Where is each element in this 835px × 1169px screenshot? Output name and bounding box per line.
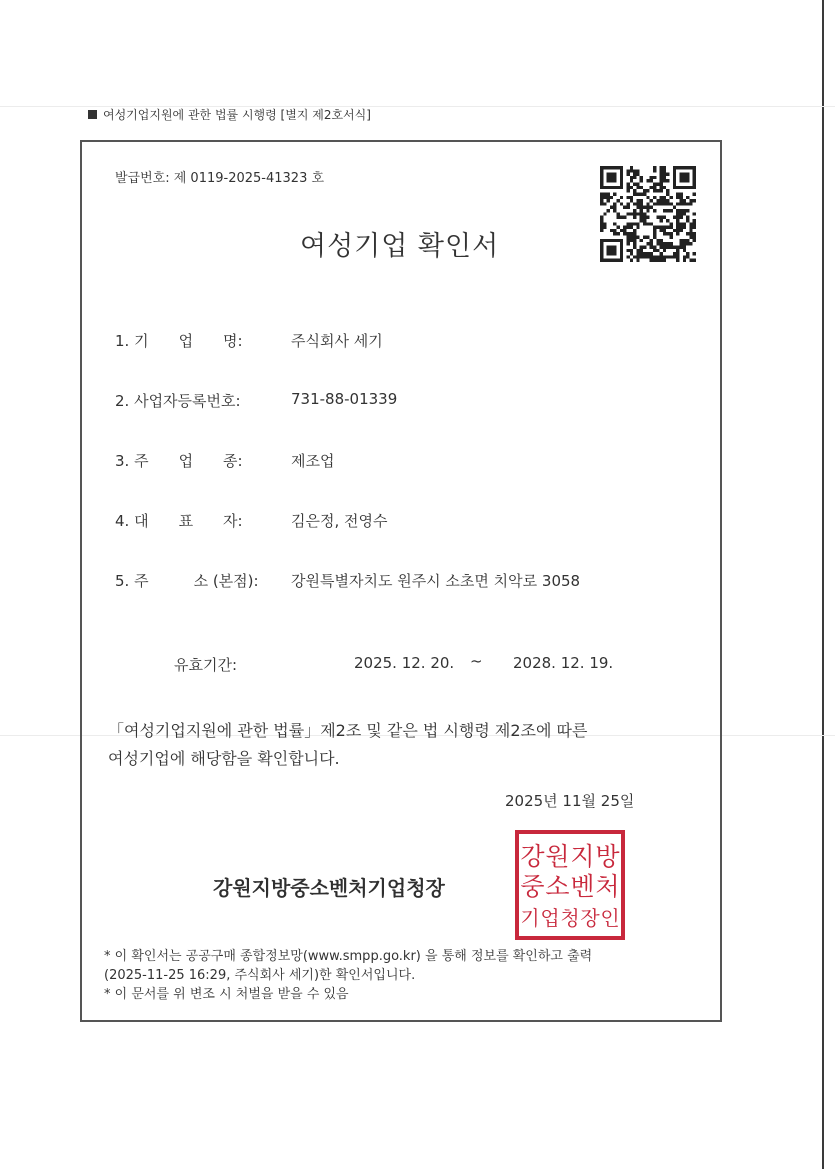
seal-char: 중: [520, 872, 545, 901]
qr-code-icon: [600, 166, 696, 262]
field-label-industry: 3. 주 업 종:: [115, 452, 243, 470]
field-value-industry: 제조업: [291, 452, 335, 470]
document-title: 여성기업 확인서: [300, 231, 500, 262]
issue-number: 발급번호: 제 0119-2025-41323 호: [115, 171, 325, 186]
note-line-3: * 이 문서를 위 변조 시 처벌을 받을 수 있음: [104, 987, 349, 1002]
seal-char: 벤: [570, 872, 595, 901]
field-label-company: 1. 기 업 명:: [115, 332, 243, 350]
seal-char: 원: [545, 842, 570, 871]
field-value-address: 강원특별자치도 원주시 소초면 치악로 3058: [291, 572, 581, 590]
seal-char: 처: [595, 872, 620, 901]
field-value-representative: 김은정, 전영수: [291, 512, 388, 530]
statement-line-2: 여성기업에 해당함을 확인합니다.: [108, 749, 340, 768]
seal-char: 청: [560, 906, 580, 930]
statement-line-1: 「여성기업지원에 관한 법률」제2조 및 같은 법 시행령 제2조에 따른: [108, 721, 588, 740]
note-line-1: * 이 확인서는 공공구매 종합정보망(www.smpp.go.kr) 을 통해 정보를 확인하고 출력: [104, 949, 593, 964]
validity-end: 2028. 12. 19.: [513, 654, 614, 672]
field-value-company: 주식회사 세기: [291, 332, 383, 350]
note-line-2: (2025-11-25 16:29, 주식회사 세기)한 확인서입니다.: [104, 968, 416, 983]
seal-char: 인: [600, 906, 620, 930]
field-value-registration: 731-88-01339: [291, 390, 398, 408]
official-seal-icon: [514, 829, 626, 941]
field-label-representative: 4. 대 표 자:: [115, 512, 243, 530]
field-label-registration: 2. 사업자등록번호:: [115, 392, 241, 410]
validity-start: 2025. 12. 20.: [354, 654, 455, 672]
seal-char: 업: [540, 906, 560, 930]
seal-char: 기: [520, 906, 540, 930]
form-caption: [88, 106, 371, 123]
form-caption-text: 여성기업지원에 관한 법률 시행령 [별지 제2호서식]: [103, 108, 371, 122]
field-label-address: 5. 주 소 (본점):: [115, 572, 259, 590]
seal-lettering: [520, 842, 620, 930]
square-bullet-icon: [88, 110, 97, 119]
validity-separator: ~: [470, 652, 483, 670]
issuing-authority: 강원지방중소벤처기업청장: [213, 876, 445, 900]
validity-label: 유효기간:: [174, 656, 238, 674]
seal-char: 방: [595, 842, 620, 871]
seal-char: 장: [580, 906, 600, 930]
scan-edge: [822, 0, 824, 1169]
seal-char: 소: [545, 872, 570, 901]
seal-char: 강: [520, 842, 545, 871]
seal-char: 지: [570, 842, 595, 871]
issue-date: 2025년 11월 25일: [505, 792, 635, 810]
